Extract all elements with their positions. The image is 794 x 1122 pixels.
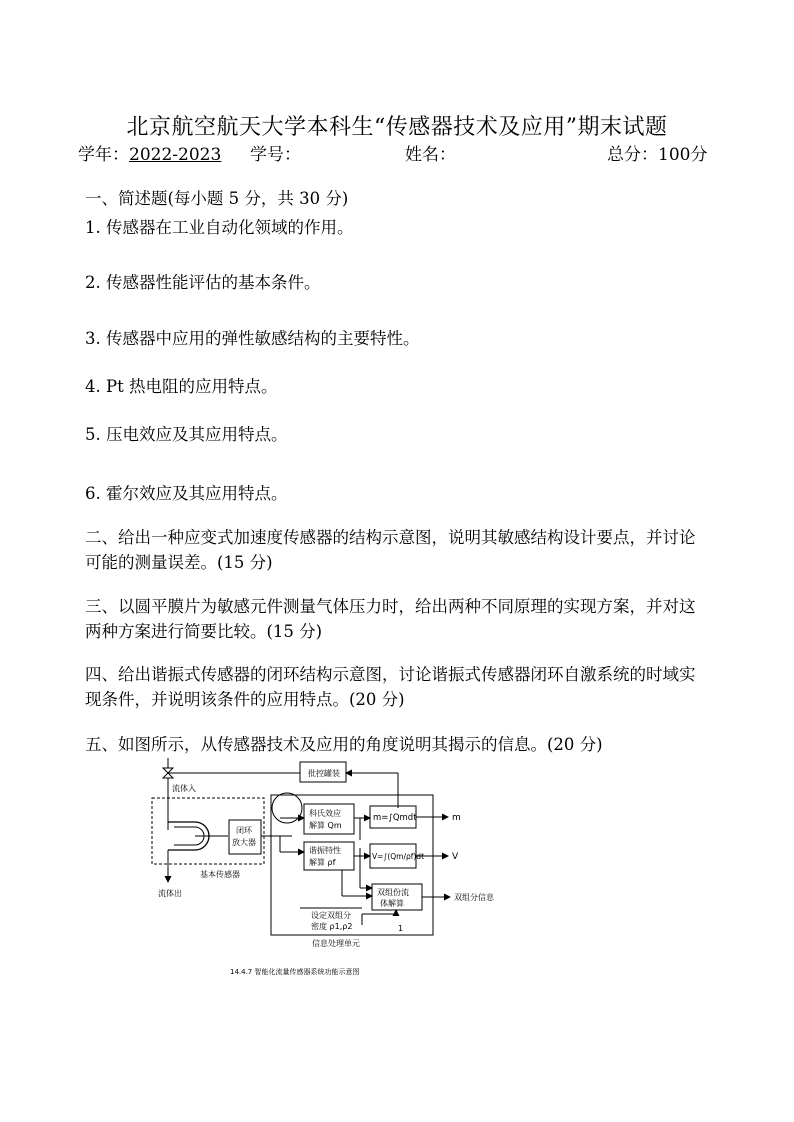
section-1-heading: 一、简述题(每小题 5 分，共 30 分) [85, 189, 349, 208]
box-number: 1 [398, 924, 404, 933]
year-label: 学年： [78, 145, 129, 165]
volume-integral-label: V=∫(Qm/ρf)dt [372, 852, 425, 861]
output-m-label: m [452, 813, 461, 823]
year-value: 2022-2023 [129, 145, 222, 165]
question-1-5: 5. 压电效应及其应用特点。 [85, 425, 288, 444]
resonance-label-1: 谐振特性 [309, 846, 341, 855]
two-component-label-1: 双组份流 [377, 888, 409, 897]
section-3-question: 三、以圆平膜片为敏感元件测量气体压力时，给出两种不同原理的实现方案，并对这两种方案进行简要比较。(15 分) [85, 597, 696, 641]
two-component-label-2: 体解算 [380, 899, 404, 908]
processing-unit-label: 信息处理单元 [312, 939, 360, 948]
total-score-label: 总分：100分 [607, 145, 708, 165]
student-id-label: 学号： [250, 145, 301, 165]
section-2-question: 二、给出一种应变式加速度传感器的结构示意图，说明其敏感结构设计要点，并讨论可能的测量误差。(15 分) [85, 528, 696, 572]
section-5-question: 五、如图所示，从传感器技术及应用的角度说明其揭示的信息。(20 分) [85, 735, 603, 754]
density-label-2: 密度 ρ1,ρ2 [311, 922, 353, 931]
question-1-1: 1. 传感器在工业自动化领域的作用。 [85, 218, 354, 237]
monitor-label: 批控罐装 [308, 769, 340, 778]
two-component-output-label: 双组分信息 [454, 893, 494, 902]
amplifier-label-1: 闭环 [236, 826, 252, 835]
question-1-4: 4. Pt 热电阻的应用特点。 [85, 377, 278, 396]
resonance-label-2: 解算 ρf [309, 858, 336, 867]
inlet-label: 流体入 [172, 784, 196, 793]
basic-sensor-label: 基本传感器 [200, 870, 240, 879]
question-1-3: 3. 传感器中应用的弹性敏感结构的主要特性。 [85, 329, 420, 348]
year-field [78, 140, 221, 165]
figure-caption: 14.4.7 智能化流量传感器系统功能示意图 [230, 968, 360, 976]
exam-title: 北京航空航天大学本科生“传感器技术及应用”期末试题 [126, 115, 668, 140]
student-name-label: 姓名： [405, 145, 456, 165]
amplifier-label-2: 放大器 [232, 838, 256, 847]
coriolis-label-1: 科氏效应 [309, 809, 341, 818]
flow-sensor-diagram [0, 755, 794, 1015]
question-1-2: 2. 传感器性能评估的基本条件。 [85, 273, 321, 292]
density-label-1: 设定双组分 [311, 911, 351, 920]
outlet-label: 流体出 [158, 889, 182, 898]
output-v-label: V [452, 852, 459, 862]
coriolis-label-2: 解算 Qm [309, 821, 342, 830]
section-4-question: 四、给出谐振式传感器的闭环结构示意图，讨论谐振式传感器闭环自激系统的时域实现条件，并说明该条件的应用特点。(20 分) [85, 665, 696, 709]
question-1-6: 6. 霍尔效应及其应用特点。 [85, 484, 288, 503]
mass-integral-label: m=∫Qmdt [373, 813, 417, 823]
